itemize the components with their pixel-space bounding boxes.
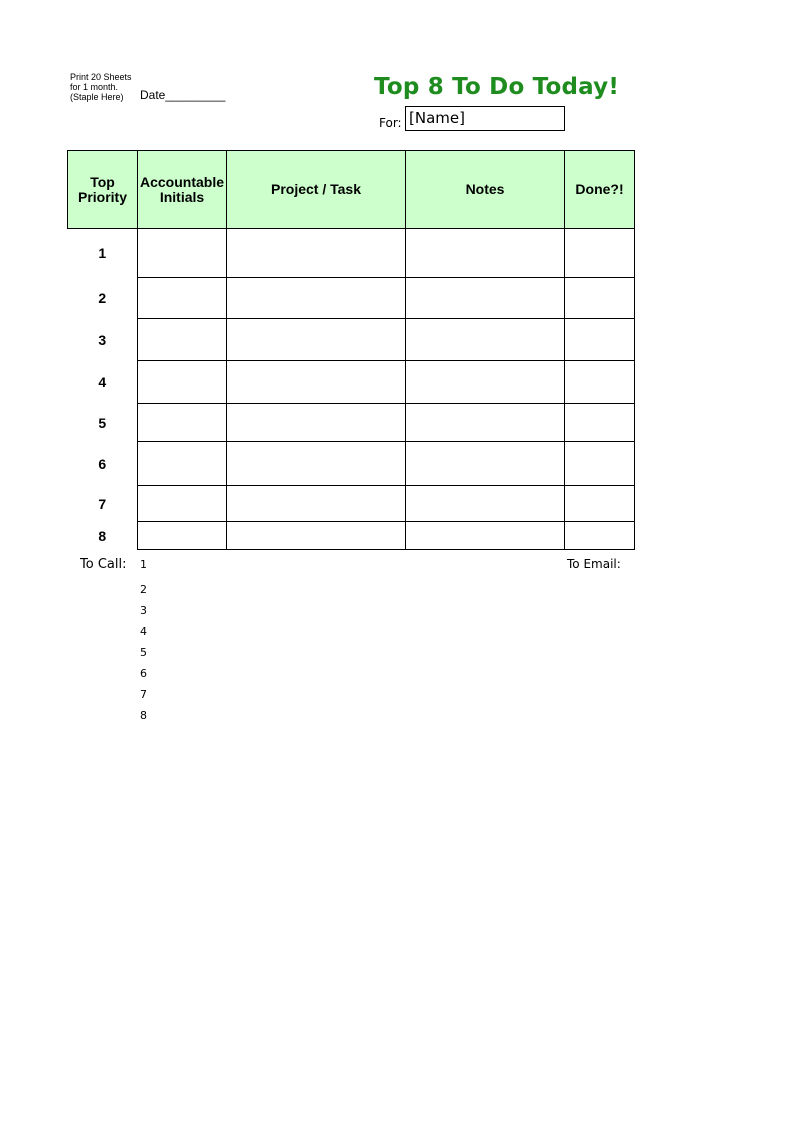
task-cell[interactable]: [227, 319, 406, 361]
done-cell[interactable]: [565, 278, 635, 319]
initials-cell[interactable]: [138, 361, 227, 404]
call-item-number: 3: [140, 604, 147, 617]
notes-cell[interactable]: [406, 319, 565, 361]
table-row: [68, 522, 635, 550]
priority-number: 1: [68, 229, 138, 278]
initials-cell[interactable]: [138, 319, 227, 361]
header-project-task: Project / Task: [227, 151, 406, 229]
priority-number: 3: [68, 319, 138, 361]
print-instructions: [70, 72, 132, 102]
print-note-line: (Staple Here): [70, 92, 124, 102]
table-row: [68, 361, 635, 404]
notes-cell[interactable]: [406, 229, 565, 278]
call-item-number: 7: [140, 688, 147, 701]
initials-cell[interactable]: [138, 522, 227, 550]
initials-cell[interactable]: [138, 278, 227, 319]
date-field: Date_________: [140, 88, 226, 102]
notes-cell[interactable]: [406, 404, 565, 442]
notes-cell[interactable]: [406, 361, 565, 404]
header-done: Done?!: [565, 151, 635, 229]
done-cell[interactable]: [565, 522, 635, 550]
call-item-number: 2: [140, 583, 147, 596]
done-cell[interactable]: [565, 229, 635, 278]
notes-cell[interactable]: [406, 278, 565, 319]
to-call-label: To Call:: [80, 557, 127, 572]
priority-number: 7: [68, 486, 138, 522]
print-note-line: Print 20 Sheets: [70, 72, 132, 82]
task-cell[interactable]: [227, 278, 406, 319]
table-header-row: [68, 151, 635, 229]
initials-cell[interactable]: [138, 404, 227, 442]
task-cell[interactable]: [227, 522, 406, 550]
header-top-priority: Top Priority: [68, 151, 138, 229]
for-label: For:: [379, 116, 402, 130]
task-cell[interactable]: [227, 361, 406, 404]
header-accountable-initials: Accountable Initials: [138, 151, 227, 229]
initials-cell[interactable]: [138, 486, 227, 522]
task-cell[interactable]: [227, 404, 406, 442]
initials-cell[interactable]: [138, 229, 227, 278]
priority-number: 5: [68, 404, 138, 442]
notes-cell[interactable]: [406, 442, 565, 486]
print-note-line: for 1 month.: [70, 82, 119, 92]
table-row: [68, 319, 635, 361]
call-item-number: 6: [140, 667, 147, 680]
priority-number: 4: [68, 361, 138, 404]
notes-cell[interactable]: [406, 522, 565, 550]
call-item-number: 8: [140, 709, 147, 722]
todo-table: [67, 150, 635, 550]
done-cell[interactable]: [565, 404, 635, 442]
table-row: [68, 404, 635, 442]
done-cell[interactable]: [565, 442, 635, 486]
task-cell[interactable]: [227, 486, 406, 522]
table-row: [68, 442, 635, 486]
call-item-number: 5: [140, 646, 147, 659]
done-cell[interactable]: [565, 486, 635, 522]
task-cell[interactable]: [227, 442, 406, 486]
table-row: [68, 229, 635, 278]
table-row: [68, 486, 635, 522]
done-cell[interactable]: [565, 361, 635, 404]
header-notes: Notes: [406, 151, 565, 229]
initials-cell[interactable]: [138, 442, 227, 486]
done-cell[interactable]: [565, 319, 635, 361]
priority-number: 6: [68, 442, 138, 486]
priority-number: 2: [68, 278, 138, 319]
name-field[interactable]: [Name]: [405, 106, 565, 131]
to-email-label: To Email:: [567, 557, 621, 571]
table-row: [68, 278, 635, 319]
call-item-number: 4: [140, 625, 147, 638]
page-title: Top 8 To Do Today!: [374, 74, 620, 100]
call-item-number: 1: [140, 558, 147, 571]
task-cell[interactable]: [227, 229, 406, 278]
priority-number: 8: [68, 522, 138, 550]
notes-cell[interactable]: [406, 486, 565, 522]
